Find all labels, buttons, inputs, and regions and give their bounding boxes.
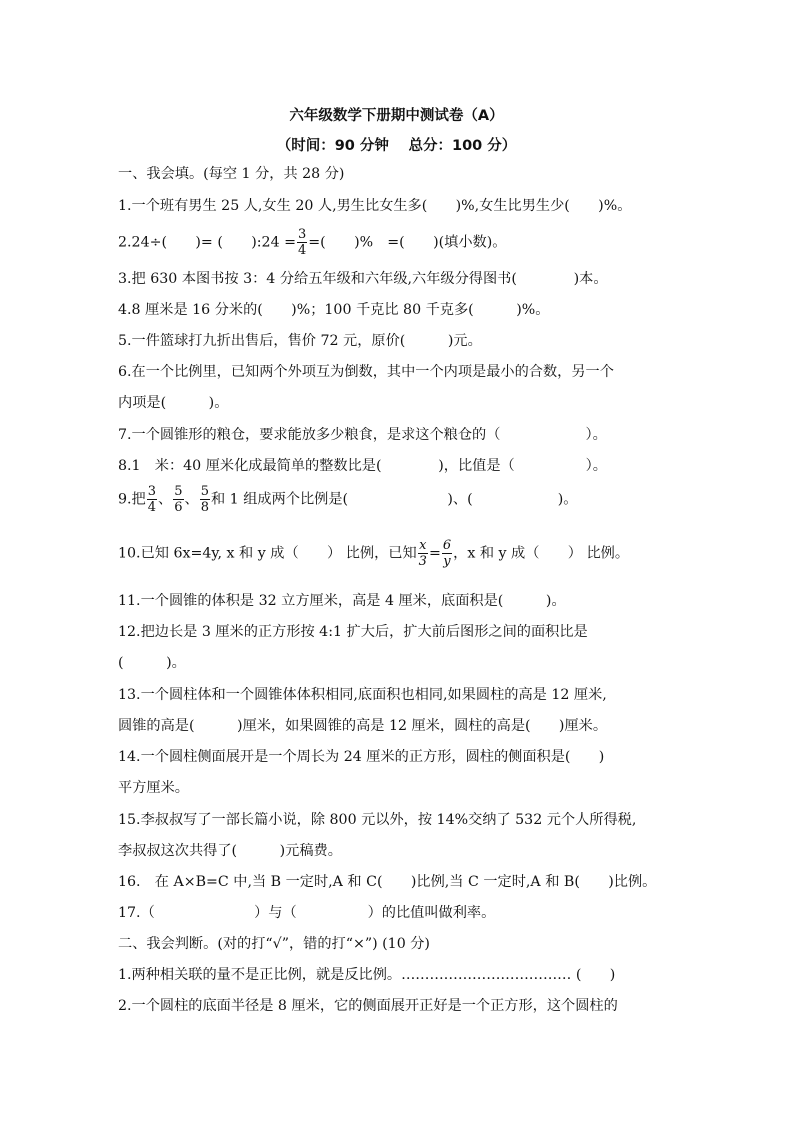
question-7: 7.一个圆锥形的粮仓，要求能放多少粮食，是求这个粮仓的（ ）。 [118, 427, 607, 443]
fraction-denominator: 8 [200, 500, 209, 515]
fraction-3-4 [147, 484, 157, 515]
fraction-numerator: 3 [147, 484, 157, 499]
separator: 、 [184, 491, 199, 508]
question-9-text-a: 9.把 [118, 491, 146, 508]
judge-question-2: 2.一个圆柱的底面半径是 8 厘米，它的侧面展开正好是一个正方形，这个圆柱的 [118, 998, 618, 1014]
question-2-text-a: 2.24÷( )= ( ):24 = [118, 234, 296, 251]
question-10-text-b: ，x 和 y 成（ ） 比例。 [453, 545, 630, 562]
question-14-line-2: 平方厘米。 [118, 780, 189, 796]
question-13-line-2: 圆锥的高是( )厘米，如果圆锥的高是 12 厘米，圆柱的高是( )厘米。 [118, 718, 608, 734]
question-14-line-1: 14.一个圆柱侧面展开是一个周长为 24 厘米的正方形，圆柱的侧面积是( ) [118, 749, 605, 765]
exam-subtitle: （时间：90 分钟 总分：100 分） [276, 138, 517, 154]
question-4: 4.8 厘米是 16 分米的( )%；100 千克比 80 千克多( )%。 [118, 302, 550, 318]
question-2-text-b: =( )% =( )(填小数)。 [308, 234, 507, 251]
question-6-line-2: 内项是( )。 [118, 395, 229, 411]
question-10-text-a: 10.已知 6x=4y, x 和 y 成（ ） 比例，已知 [118, 545, 417, 562]
fraction-denominator: 6 [174, 500, 183, 515]
fraction-numerator: 5 [174, 484, 183, 499]
section-1-heading: 一、我会填。(每空 1 分，共 28 分) [118, 166, 345, 182]
question-1: 1.一个班有男生 25 人,女生 20 人,男生比女生多( )%,女生比男生少( )%。 [118, 198, 632, 214]
fraction-denominator: 4 [298, 243, 307, 258]
section-2-heading: 二、我会判断。(对的打“√”，错的打“×”) (10 分) [118, 936, 430, 952]
fraction-denominator: 3 [418, 554, 427, 569]
question-9 [118, 484, 678, 515]
fraction-denominator: y [443, 554, 451, 569]
fraction-numerator: 5 [200, 484, 209, 499]
exam-title: 六年级数学下册期中测试卷（A） [289, 108, 504, 124]
question-12-line-1: 12.把边长是 3 厘米的正方形按 4:1 扩大后，扩大前后图形之间的面积比是 [118, 624, 588, 640]
question-12-line-2: ( )。 [118, 655, 186, 671]
question-17: 17.（ ）与（ ）的比值叫做利率。 [118, 905, 496, 921]
question-15-line-1: 15.李叔叔写了一部长篇小说，除 800 元以外，按 14%交纳了 532 元个人所得税, [118, 812, 637, 828]
fraction-denominator: 4 [147, 500, 157, 515]
equals-sign: = [428, 545, 441, 562]
fraction-5-8 [200, 484, 210, 515]
question-2 [118, 227, 678, 258]
question-8: 8.1 米：40 厘米化成最简单的整数比是( )，比值是（ ）。 [118, 458, 607, 474]
question-5: 5.一件篮球打九折出售后，售价 72 元，原价( )元。 [118, 333, 482, 349]
question-11: 11.一个圆锥的体积是 32 立方厘米，高是 4 厘米，底面积是( )。 [118, 593, 566, 609]
separator: 、 [158, 491, 173, 508]
question-15-line-2: 李叔叔这次共得了( )元稿费。 [118, 843, 342, 859]
question-13-line-1: 13.一个圆柱体和一个圆锥体体积相同,底面积也相同,如果圆柱的高是 12 厘米, [118, 687, 607, 703]
fraction-numerator: 3 [298, 227, 307, 242]
question-3: 3.把 630 本图书按 3：4 分给五年级和六年级,六年级分得图书( )本。 [118, 271, 608, 287]
fraction-numerator: x [419, 538, 427, 553]
question-10 [118, 538, 678, 569]
question-16: 16. 在 A×B=C 中,当 B 一定时,A 和 C( )比例,当 C 一定时,A 和 B( )比例。 [118, 874, 657, 890]
question-6-line-1: 6.在一个比例里，已知两个外项互为倒数，其中一个内项是最小的合数，另一个 [118, 364, 614, 380]
fraction-5-6 [173, 484, 183, 515]
fraction-x-3 [418, 538, 428, 569]
judge-question-1: 1.两种相关联的量不是正比例，就是反比例。……………………………… ( ) [118, 967, 616, 983]
fraction-6-y [442, 538, 452, 569]
question-9-text-b: 和 1 组成两个比例是( )、( )。 [210, 491, 578, 508]
fraction-three-quarters [297, 227, 307, 258]
fraction-numerator: 6 [442, 538, 452, 553]
